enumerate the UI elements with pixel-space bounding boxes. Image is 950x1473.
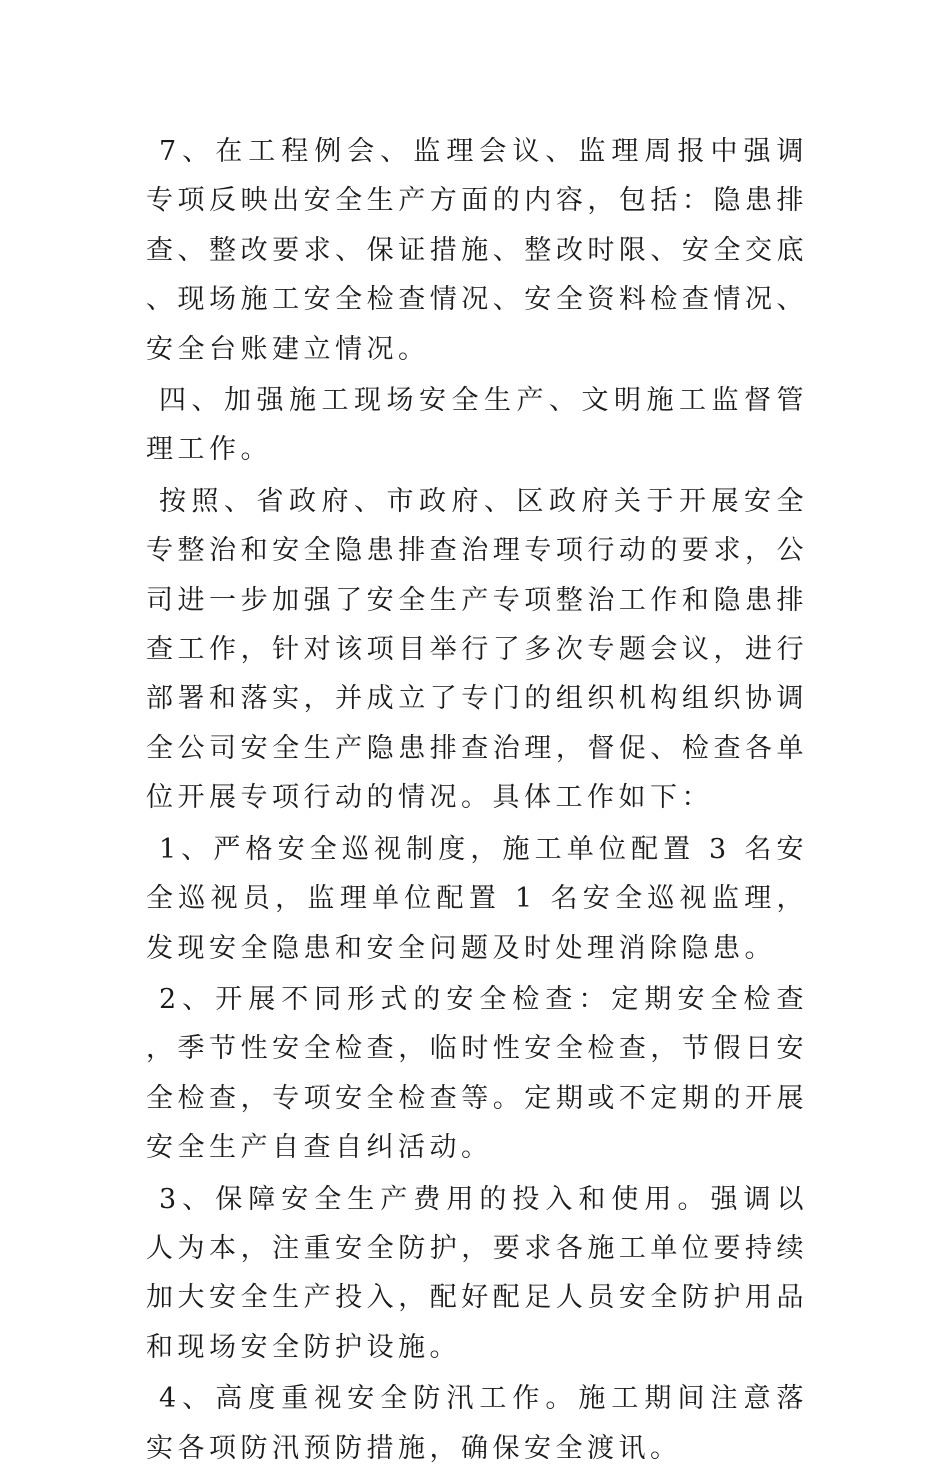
paragraph-item-7-meetings: 7、在工程例会、监理会议、监理周报中强调专项反映出安全生产方面的内容，包括：隐患排查、整改要求、保证措施、整改时限、安全交底、现场施工安全检查情况、安全资料检查情况、安全台账建立情况。 — [146, 136, 808, 365]
paragraph-intro: 按照、省政府、市政府、区政府关于开展安全专整治和安全隐患排查治理专项行动的要求，公司进一步加强了安全生产专项整治工作和隐患排查工作，针对该项目举行了多次专题会议，进行部署和落实，并成立了专门的组织机构组织协调全公司安全生产隐患排查治理，督促、检查各单位开展专项行动的情况。具体工作如下： — [146, 485, 808, 814]
paragraph-item-2-checks: 2、开展不同形式的安全检查：定期安全检查，季节性安全检查，临时性安全检查，节假日安全检查，专项安全检查等。定期或不定期的开展安全生产自查自纠活动。 — [146, 983, 808, 1164]
paragraph-item-3-funding: 3、保障安全生产费用的投入和使用。强调以人为本，注重安全防护，要求各施工单位要持续加大安全生产投入，配好配足人员安全防护用品和现场安全防护设施。 — [146, 1183, 808, 1363]
paragraph-item-4-flood: 4、高度重视安全防汛工作。施工期间注意落实各项防汛预防措施，确保安全渡讯。 — [146, 1383, 808, 1464]
document-body — [146, 127, 808, 1473]
section-heading-4: 四、加强施工现场安全生产、文明施工监督管理工作。 — [146, 385, 808, 466]
paragraph-item-1-inspection: 1、严格安全巡视制度，施工单位配置 3 名安全巡视员，监理单位配置 1 名安全巡视监理，发现安全隐患和安全问题及时处理消除隐患。 — [146, 833, 808, 964]
